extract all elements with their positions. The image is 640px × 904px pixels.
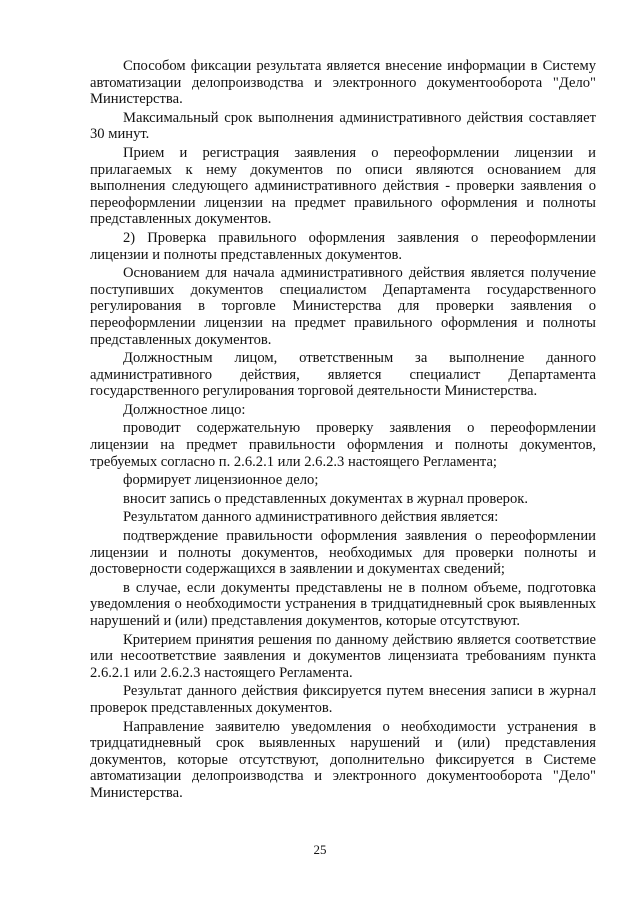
paragraph-start-basis: Основанием для начала административного действия является получение поступивших документов специалистом Департамента государственного регулирования в торговле Министерства для проверки заявления о переоформлении лицензии на предмет правильного оформления и полноты представленных документов. bbox=[90, 265, 596, 348]
paragraph-official-forms-file: формирует лицензионное дело; bbox=[123, 472, 319, 489]
paragraph-result-recording: Результат данного действия фиксируется путем внесения записи в журнал проверок представленных документов. bbox=[90, 683, 596, 716]
paragraph-official-logs: вносит запись о представленных документах в журнал проверок. bbox=[123, 490, 529, 507]
paragraph-official-checks: проводит содержательную проверку заявления о переоформлении лицензии на предмет правильности оформления и полноты документов, требуемых согласно п. 2.6.2.1 или 2.6.2.3 настоящего Регламента; bbox=[90, 420, 596, 470]
page-number: 25 bbox=[313, 842, 327, 857]
paragraph-result-notification: в случае, если документы представлены не в полном объеме, подготовка уведомления о необходимости устранения в тридцатидневный срок выявленных нарушений и (или) представления документов, которые отсутствуют. bbox=[90, 579, 596, 629]
paragraph-fixation-method: Способом фиксации результата является внесение информации в Систему автоматизации делопроизводства и электронного документооборота "Дело" Министерства. bbox=[90, 58, 596, 108]
paragraph-official-intro: Должностное лицо: bbox=[123, 401, 246, 418]
paragraph-result-confirmation: подтверждение правильности оформления заявления о переоформлении лицензии и полноты документов, необходимых для проверки полноты и достоверности содержащихся в заявлении и документах сведений; bbox=[90, 528, 596, 578]
paragraph-decision-criterion: Критерием принятия решения по данному действию является соответствие или несоответствие заявления и документов лицензиата требованиям пункта 2.6.2.1 или 2.6.2.3 настоящего Регламента. bbox=[90, 631, 596, 681]
paragraph-registration-basis: Прием и регистрация заявления о переоформлении лицензии и прилагаемых к нему документов по описи являются основанием для выполнения следующего административного действия - проверки заявления о переоформлении лицензии на предмет правильного оформления и полноты представленных документов. bbox=[90, 144, 596, 228]
document-body bbox=[90, 58, 596, 804]
paragraph-step-2-heading: 2) Проверка правильного оформления заявления о переоформлении лицензии и полноты представленных документов. bbox=[90, 229, 596, 263]
paragraph-result-intro: Результатом данного административного действия является: bbox=[123, 509, 499, 526]
paragraph-responsible-official: Должностным лицом, ответственным за выполнение данного административного действия, является специалист Департамента государственного регулирования торговой деятельности Министерства. bbox=[90, 350, 596, 400]
paragraph-notification-recording: Направление заявителю уведомления о необходимости устранения в тридцатидневный срок выявленных нарушений и (или) представления документов, которые отсутствуют, дополнительно фиксируется в Системе автоматизации делопроизводства и электронного документооборота "Дело" Министерства. bbox=[90, 718, 596, 801]
paragraph-max-duration: Максимальный срок выполнения административного действия составляет 30 минут. bbox=[90, 109, 596, 143]
